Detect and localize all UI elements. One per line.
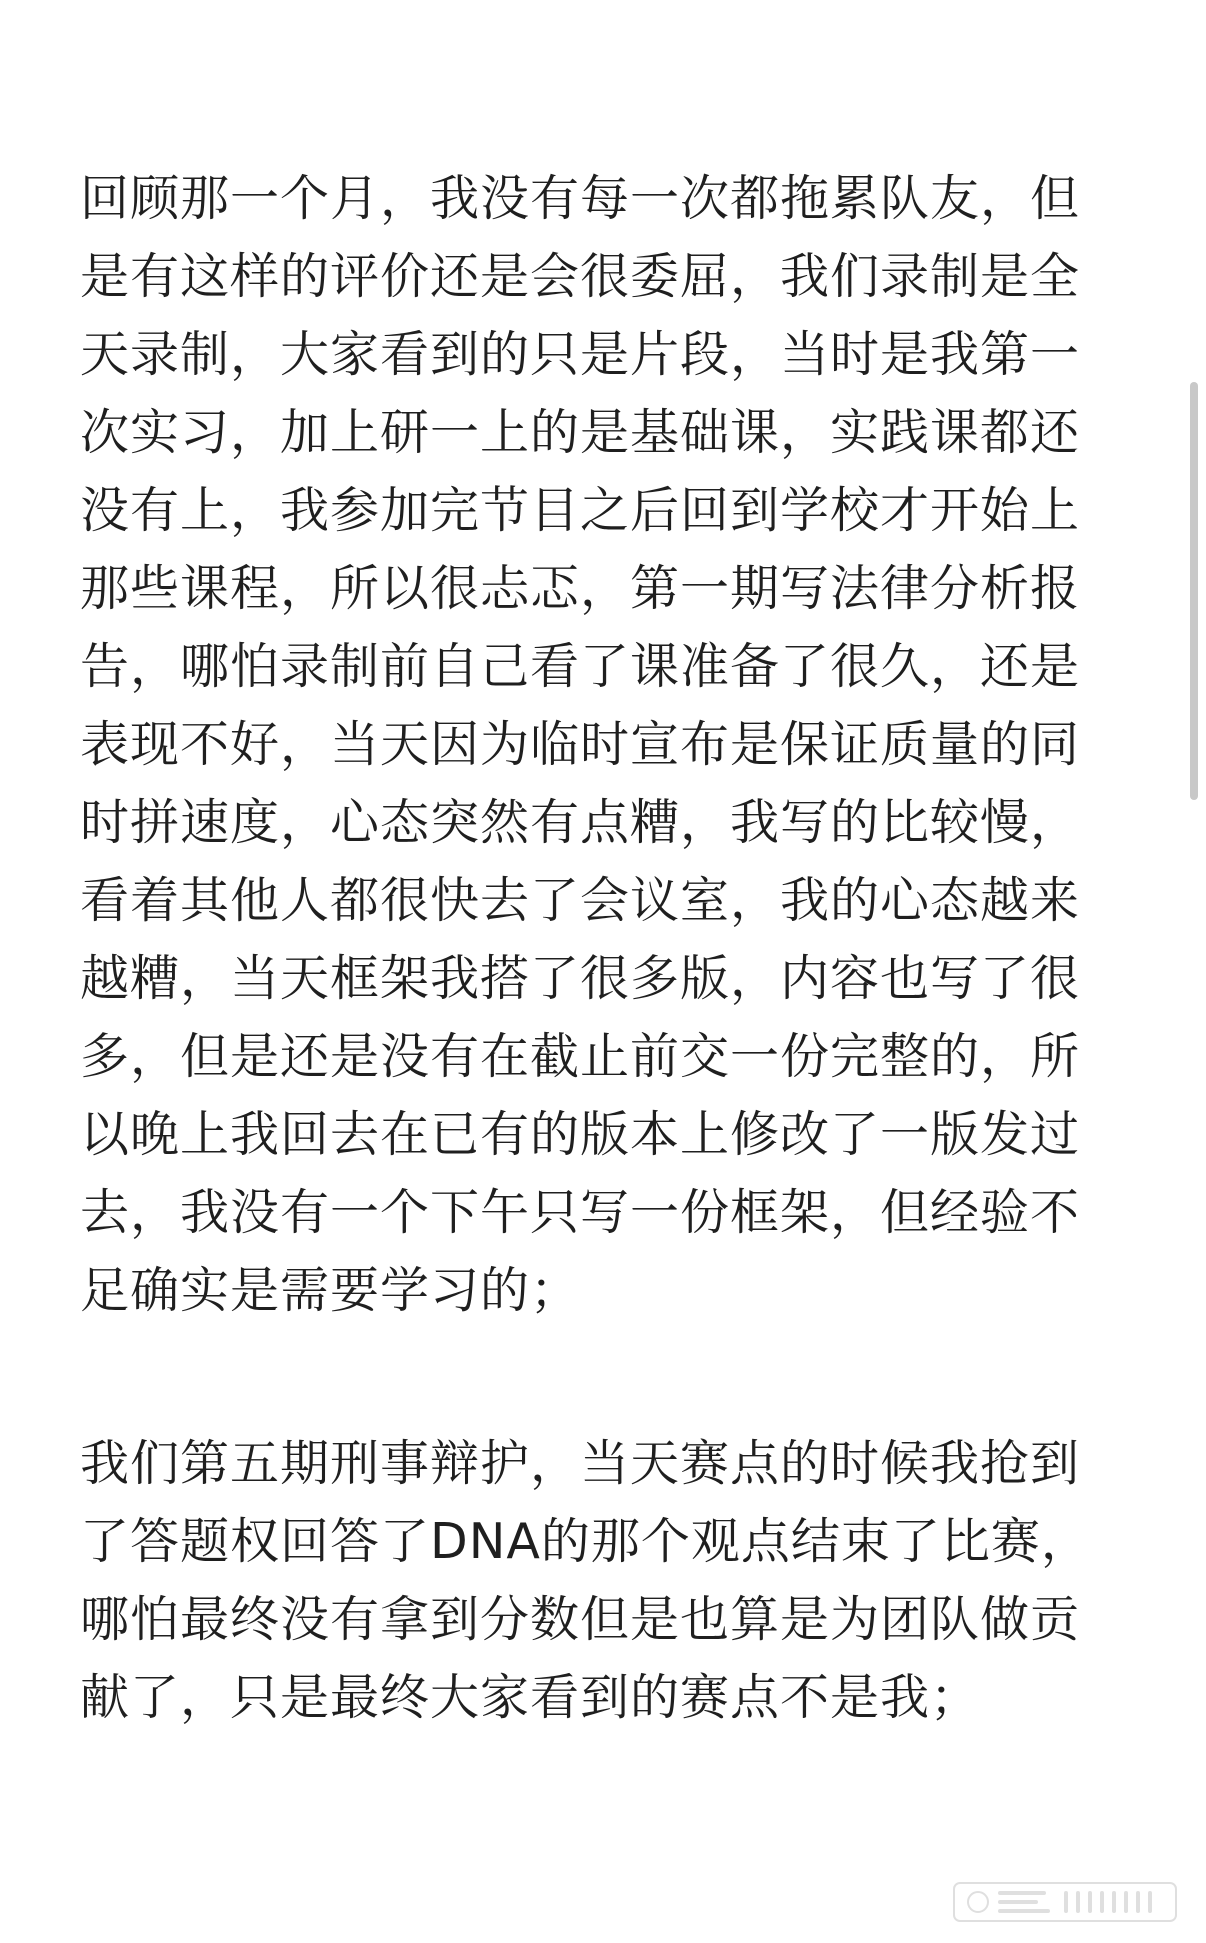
article-body <box>80 160 1095 1737</box>
paragraph-2-line-1: 我们第五期刑事辩护，当天赛点的时候我抢到 <box>80 1435 1081 1492</box>
vertical-scrollbar[interactable] <box>1190 382 1198 800</box>
paragraph-1-line-7: 告，哪怕录制前自己看了课准备了很久，还是 <box>80 638 1081 695</box>
paragraph-1 <box>80 160 1095 1330</box>
paragraph-1-line-4: 次实习，加上研一上的是基础课，实践课都还 <box>80 404 1081 461</box>
paragraph-1-line-3: 天录制，大家看到的只是片段，当时是我第一 <box>80 326 1081 383</box>
paragraph-1-line-11: 越糟，当天框架我搭了很多版，内容也写了很 <box>80 950 1081 1007</box>
paragraph-1-line-5: 没有上，我参加完节目之后回到学校才开始上 <box>80 482 1081 539</box>
paragraph-1-line-12: 多，但是还是没有在截止前交一份完整的，所 <box>80 1028 1081 1085</box>
paragraph-1-line-10: 看着其他人都很快去了会议室，我的心态越来 <box>80 872 1081 929</box>
paragraph-2-line-4: 献了，只是最终大家看到的赛点不是我； <box>80 1669 981 1726</box>
paragraph-1-line-1: 回顾那一个月，我没有每一次都拖累队友，但 <box>80 170 1081 227</box>
paragraph-1-line-6: 那些课程，所以很忐忑，第一期写法律分析报 <box>80 560 1081 617</box>
paragraph-1-line-9: 时拼速度，心态突然有点糟，我写的比较慢， <box>80 794 1081 851</box>
paragraph-gap <box>80 1330 1095 1425</box>
paragraph-1-line-2: 是有这样的评价还是会很委屈，我们录制是全 <box>80 248 1081 305</box>
paragraph-2-line-2: 了答题权回答了DNA的那个观点结束了比赛， <box>80 1513 1091 1570</box>
paragraph-1-line-14: 去，我没有一个下午只写一份框架，但经验不 <box>80 1184 1081 1241</box>
paragraph-2 <box>80 1425 1095 1737</box>
watermark-logo-icon <box>952 1879 1178 1925</box>
paragraph-1-line-8: 表现不好，当天因为临时宣布是保证质量的同 <box>80 716 1081 773</box>
paragraph-1-line-15: 足确实是需要学习的； <box>80 1262 581 1319</box>
paragraph-2-line-3: 哪怕最终没有拿到分数但是也算是为团队做贡 <box>80 1591 1081 1648</box>
paragraph-1-line-13: 以晚上我回去在已有的版本上修改了一版发过 <box>80 1106 1081 1163</box>
